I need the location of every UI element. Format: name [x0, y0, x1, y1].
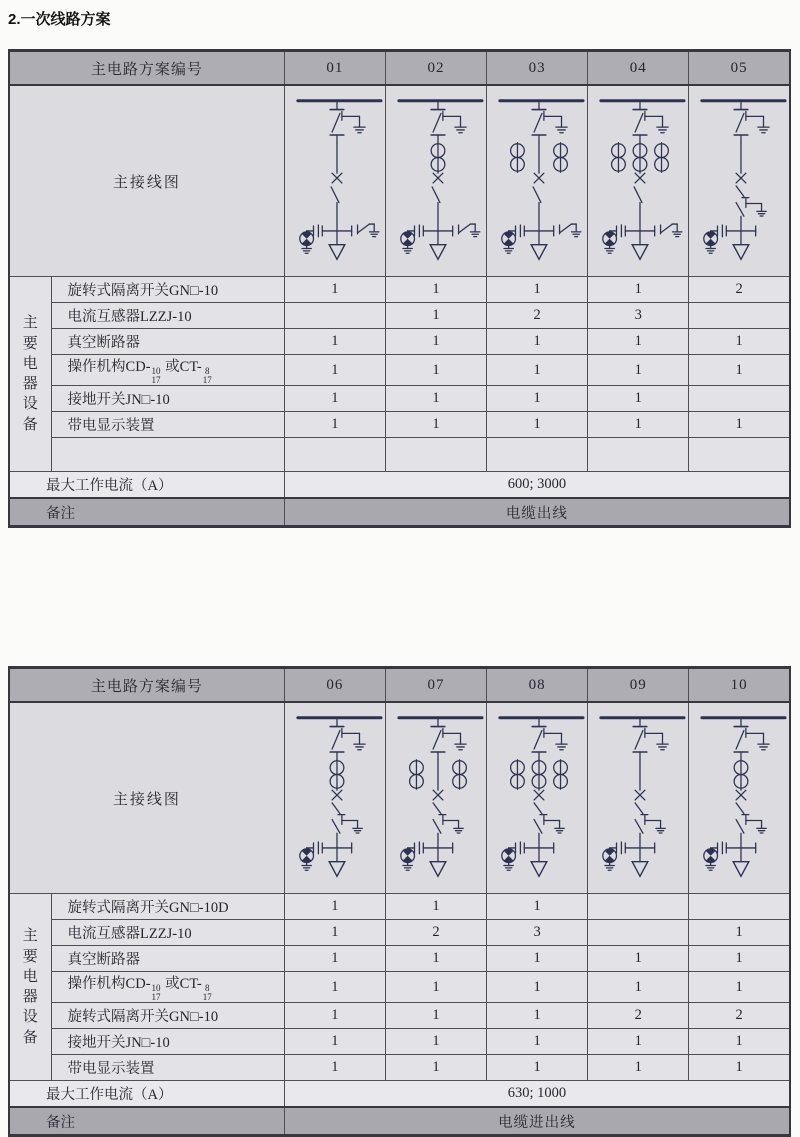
- side-label-char: 电: [22, 968, 38, 985]
- one-line-diagram-svg: [488, 88, 588, 274]
- quantity-cell: 1: [487, 277, 588, 303]
- quantity-cell: 1: [487, 1003, 588, 1029]
- quantity-cell: 1: [689, 1029, 790, 1055]
- one-line-diagram-svg: [589, 705, 689, 891]
- remark-row: [9, 498, 790, 527]
- equipment-name: 电流互感器LZZJ-10: [51, 303, 284, 329]
- quantity-cell: 1: [284, 412, 385, 438]
- wiring-diagram-cell: [284, 702, 385, 894]
- quantity-cell: 1: [284, 894, 385, 920]
- quantity-cell: 2: [385, 920, 486, 946]
- quantity-cell: 1: [284, 355, 385, 386]
- quantity-cell: 1: [385, 1003, 486, 1029]
- remark-value: 电缆出线: [284, 498, 790, 527]
- quantity-cell: 3: [487, 920, 588, 946]
- equipment-name: 旋转式隔离开关GN□-10: [51, 1003, 284, 1029]
- side-label-char: 器: [22, 376, 38, 392]
- quantity-cell: 1: [588, 277, 689, 303]
- wiring-diagram-cell: [284, 85, 385, 277]
- quantity-cell: 1: [385, 303, 486, 329]
- max-current-row: [9, 1081, 790, 1108]
- quantity-cell: [588, 894, 689, 920]
- wiring-diagram-cell: [385, 702, 486, 894]
- quantity-cell: 1: [284, 920, 385, 946]
- scheme-number: 01: [284, 51, 385, 86]
- side-label-char: 设: [22, 1009, 38, 1026]
- remark-label: 备注: [9, 1107, 284, 1136]
- quantity-cell: 1: [385, 329, 486, 355]
- quantity-cell: 1: [284, 386, 385, 412]
- scheme-number: 04: [588, 51, 689, 86]
- equipment-row: [9, 329, 790, 355]
- side-label-char: 器: [22, 989, 38, 1005]
- quantity-cell: 1: [385, 277, 486, 303]
- quantity-cell: [284, 303, 385, 329]
- quantity-cell: 2: [689, 277, 790, 303]
- wiring-diagram-cell: [588, 85, 689, 277]
- scheme-table-2: [8, 666, 791, 1137]
- one-line-diagram-svg: [589, 88, 689, 274]
- max-current-value: 630; 1000: [284, 1081, 790, 1108]
- quantity-cell: 2: [588, 1003, 689, 1029]
- equipment-row: [9, 920, 790, 946]
- equipment-name: 操作机构CD- 10 17 或CT- 8 17: [51, 972, 284, 1003]
- scheme-number: 06: [284, 668, 385, 703]
- wiring-diagram-cell: [385, 85, 486, 277]
- quantity-cell: 1: [487, 946, 588, 972]
- side-label-cell: [9, 894, 51, 1081]
- wiring-diagram-cell: [689, 702, 790, 894]
- quantity-cell: 1: [487, 1055, 588, 1081]
- quantity-cell: [487, 438, 588, 472]
- quantity-cell: [689, 894, 790, 920]
- quantity-cell: 1: [588, 972, 689, 1003]
- side-label-char: 备: [22, 416, 38, 433]
- quantity-cell: 1: [284, 329, 385, 355]
- equipment-row: [9, 438, 790, 472]
- quantity-cell: 3: [588, 303, 689, 329]
- stacked-fraction: 8 17: [202, 983, 212, 1002]
- quantity-cell: [385, 438, 486, 472]
- quantity-cell: 1: [284, 277, 385, 303]
- side-label-char: 要: [22, 948, 38, 965]
- header-row: [9, 51, 790, 86]
- equipment-row: [9, 386, 790, 412]
- quantity-cell: 1: [385, 1029, 486, 1055]
- equipment-row: [9, 1055, 790, 1081]
- page-title: 2.一次线路方案: [8, 11, 111, 28]
- equipment-name: [51, 438, 284, 472]
- side-label-char: 要: [22, 335, 38, 352]
- quantity-cell: 1: [284, 972, 385, 1003]
- quantity-cell: 1: [385, 386, 486, 412]
- equipment-row: [9, 277, 790, 303]
- equipment-name: 电流互感器LZZJ-10: [51, 920, 284, 946]
- one-line-diagram-svg: [690, 88, 790, 274]
- equipment-name: 操作机构CD- 10 17 或CT- 8 17: [51, 355, 284, 386]
- quantity-cell: 1: [487, 412, 588, 438]
- quantity-cell: 1: [284, 1003, 385, 1029]
- side-label-char: 备: [22, 1029, 38, 1046]
- equipment-name: 接地开关JN□-10: [51, 1029, 284, 1055]
- quantity-cell: 1: [487, 355, 588, 386]
- vertical-side-label: [11, 313, 50, 435]
- one-line-diagram-svg: [387, 88, 487, 274]
- quantity-cell: 1: [385, 412, 486, 438]
- max-current-value: 600; 3000: [284, 472, 790, 499]
- quantity-cell: 1: [689, 920, 790, 946]
- scheme-number-header: 主电路方案编号: [9, 51, 284, 86]
- scheme-table-1: [8, 49, 791, 528]
- quantity-cell: 1: [284, 1055, 385, 1081]
- quantity-cell: 1: [487, 386, 588, 412]
- remark-label: 备注: [9, 498, 284, 527]
- one-line-diagram-svg: [387, 705, 487, 891]
- scheme-number: 09: [588, 668, 689, 703]
- equipment-row: [9, 1029, 790, 1055]
- quantity-cell: 1: [588, 329, 689, 355]
- diagram-label: 主接线图: [9, 702, 284, 894]
- stacked-fraction: 10 17: [151, 983, 161, 1002]
- diagram-row: [9, 85, 790, 277]
- max-current-row: [9, 472, 790, 499]
- diagram-label: 主接线图: [9, 85, 284, 277]
- one-line-diagram-svg: [690, 705, 790, 891]
- quantity-cell: [588, 438, 689, 472]
- quantity-cell: 1: [385, 972, 486, 1003]
- quantity-cell: 1: [487, 1029, 588, 1055]
- equipment-row: [9, 412, 790, 438]
- quantity-cell: 1: [487, 894, 588, 920]
- quantity-cell: 1: [588, 946, 689, 972]
- stacked-fraction: 8 17: [202, 366, 212, 385]
- diagram-row: [9, 702, 790, 894]
- side-label-cell: [9, 277, 51, 472]
- quantity-cell: 1: [689, 412, 790, 438]
- side-label-char: 主: [22, 315, 38, 332]
- max-current-label: 最大工作电流（A）: [9, 1081, 284, 1108]
- equipment-name: 接地开关JN□-10: [51, 386, 284, 412]
- quantity-cell: 1: [385, 894, 486, 920]
- scheme-number: 02: [385, 51, 486, 86]
- equipment-row: [9, 355, 790, 386]
- equipment-name: 真空断路器: [51, 946, 284, 972]
- scheme-number: 10: [689, 668, 790, 703]
- side-label-char: 主: [22, 928, 38, 945]
- quantity-cell: [689, 438, 790, 472]
- equipment-name: 带电显示装置: [51, 1055, 284, 1081]
- scheme-number-header: 主电路方案编号: [9, 668, 284, 703]
- quantity-cell: 2: [487, 303, 588, 329]
- quantity-cell: 1: [385, 1055, 486, 1081]
- quantity-cell: 1: [689, 329, 790, 355]
- quantity-cell: 1: [588, 1029, 689, 1055]
- side-label-char: 设: [22, 396, 38, 413]
- quantity-cell: [689, 303, 790, 329]
- equipment-row: [9, 303, 790, 329]
- quantity-cell: 1: [689, 972, 790, 1003]
- equipment-name: 旋转式隔离开关GN□-10: [51, 277, 284, 303]
- header-row: [9, 668, 790, 703]
- quantity-cell: 1: [689, 355, 790, 386]
- one-line-diagram-svg: [488, 705, 588, 891]
- equipment-name: 旋转式隔离开关GN□-10D: [51, 894, 284, 920]
- quantity-cell: [689, 386, 790, 412]
- equipment-row: [9, 894, 790, 920]
- equipment-name: 带电显示装置: [51, 412, 284, 438]
- equipment-row: [9, 946, 790, 972]
- quantity-cell: 1: [588, 412, 689, 438]
- catalog-page: [0, 8, 800, 1137]
- wiring-diagram-cell: [487, 85, 588, 277]
- quantity-cell: [588, 920, 689, 946]
- scheme-number: 03: [487, 51, 588, 86]
- equipment-row: [9, 1003, 790, 1029]
- quantity-cell: 1: [385, 946, 486, 972]
- quantity-cell: 1: [284, 946, 385, 972]
- quantity-cell: 1: [689, 946, 790, 972]
- wiring-diagram-cell: [588, 702, 689, 894]
- quantity-cell: 1: [385, 355, 486, 386]
- wiring-diagram-cell: [689, 85, 790, 277]
- max-current-label: 最大工作电流（A）: [9, 472, 284, 499]
- scheme-number: 05: [689, 51, 790, 86]
- quantity-cell: 1: [284, 1029, 385, 1055]
- quantity-cell: 1: [487, 972, 588, 1003]
- vertical-side-label: [11, 926, 50, 1048]
- scheme-number: 07: [385, 668, 486, 703]
- quantity-cell: 1: [588, 386, 689, 412]
- quantity-cell: 1: [689, 1055, 790, 1081]
- one-line-diagram-svg: [286, 705, 386, 891]
- quantity-cell: 1: [588, 355, 689, 386]
- remark-value: 电缆进出线: [284, 1107, 790, 1136]
- equipment-name: 真空断路器: [51, 329, 284, 355]
- quantity-cell: 1: [588, 1055, 689, 1081]
- scheme-number: 08: [487, 668, 588, 703]
- quantity-cell: [284, 438, 385, 472]
- scheme-tables: [8, 49, 792, 1137]
- side-label-char: 电: [22, 355, 38, 372]
- one-line-diagram-svg: [286, 88, 386, 274]
- wiring-diagram-cell: [487, 702, 588, 894]
- quantity-cell: 1: [487, 329, 588, 355]
- equipment-row: [9, 972, 790, 1003]
- stacked-fraction: 10 17: [151, 366, 161, 385]
- quantity-cell: 2: [689, 1003, 790, 1029]
- remark-row: [9, 1107, 790, 1136]
